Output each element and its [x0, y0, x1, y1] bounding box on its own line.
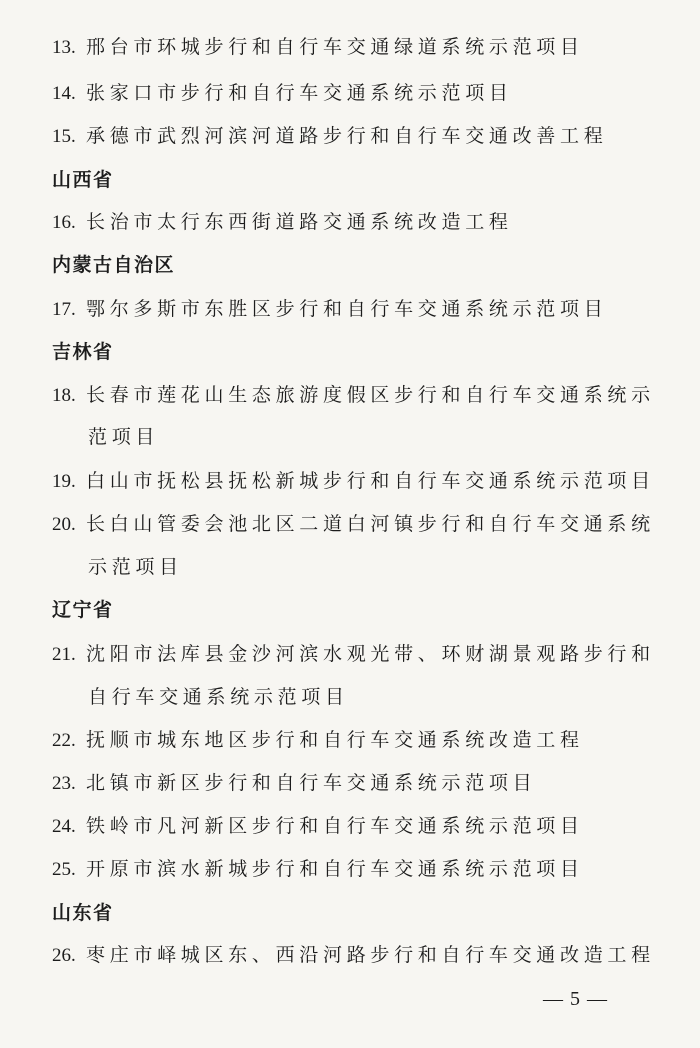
list-item: [52, 382, 655, 409]
list-item: [52, 296, 607, 323]
province-heading: 辽宁省: [52, 599, 114, 621]
item-text: 承德市武烈河滨河道路步行和自行车交通改善工程: [86, 125, 608, 147]
item-number: 24.: [52, 816, 76, 837]
list-item: [52, 813, 584, 840]
page-number: — 5 —: [543, 988, 608, 1010]
list-item: [52, 468, 655, 495]
item-number: 19.: [52, 471, 76, 492]
item-continuation: 示范项目: [88, 556, 183, 578]
item-number: 18.: [52, 385, 76, 406]
item-text: 长治市太行东西街道路交通系统改造工程: [86, 211, 513, 233]
item-number: 25.: [52, 859, 76, 880]
item-number: 17.: [52, 299, 76, 320]
item-text: 枣庄市峄城区东、西沿河路步行和自行车交通改造工程: [86, 944, 655, 966]
item-number: 13.: [52, 37, 76, 58]
list-item: [52, 123, 607, 150]
list-item: [52, 34, 584, 61]
item-continuation: 范项目: [88, 426, 160, 448]
province-heading: 内蒙古自治区: [52, 254, 176, 276]
item-text: 开原市滨水新城步行和自行车交通系统示范项目: [86, 858, 584, 880]
item-number: 16.: [52, 212, 76, 233]
item-text: 沈阳市法库县金沙河滨水观光带、环财湖景观路步行和: [86, 643, 655, 665]
item-text: 张家口市步行和自行车交通系统示范项目: [86, 82, 513, 104]
item-text: 抚顺市城东地区步行和自行车交通系统改造工程: [86, 729, 584, 751]
item-number: 14.: [52, 83, 76, 104]
item-text: 长春市莲花山生态旅游度假区步行和自行车交通系统示: [86, 384, 655, 406]
item-number: 22.: [52, 730, 76, 751]
list-item: [52, 511, 655, 538]
item-text: 邢台市环城步行和自行车交通绿道系统示范项目: [86, 36, 584, 58]
item-number: 15.: [52, 126, 76, 147]
list-item: [52, 856, 584, 883]
item-continuation: 自行车交通系统示范项目: [88, 686, 349, 708]
province-heading: 山东省: [52, 902, 114, 924]
list-item: [52, 80, 513, 107]
province-heading: 山西省: [52, 169, 114, 191]
item-text: 北镇市新区步行和自行车交通系统示范项目: [86, 772, 537, 794]
item-text: 鄂尔多斯市东胜区步行和自行车交通系统示范项目: [86, 298, 608, 320]
item-text: 白山市抚松县抚松新城步行和自行车交通系统示范项目: [86, 470, 655, 492]
item-text: 铁岭市凡河新区步行和自行车交通系统示范项目: [86, 815, 584, 837]
item-number: 21.: [52, 644, 76, 665]
list-item: [52, 942, 655, 969]
list-item: [52, 727, 584, 754]
item-number: 20.: [52, 514, 76, 535]
list-item: [52, 641, 655, 668]
item-number: 23.: [52, 773, 76, 794]
province-heading: 吉林省: [52, 341, 114, 363]
item-text: 长白山管委会池北区二道白河镇步行和自行车交通系统: [86, 513, 655, 535]
item-number: 26.: [52, 945, 76, 966]
list-item: [52, 770, 536, 797]
list-item: [52, 209, 513, 236]
